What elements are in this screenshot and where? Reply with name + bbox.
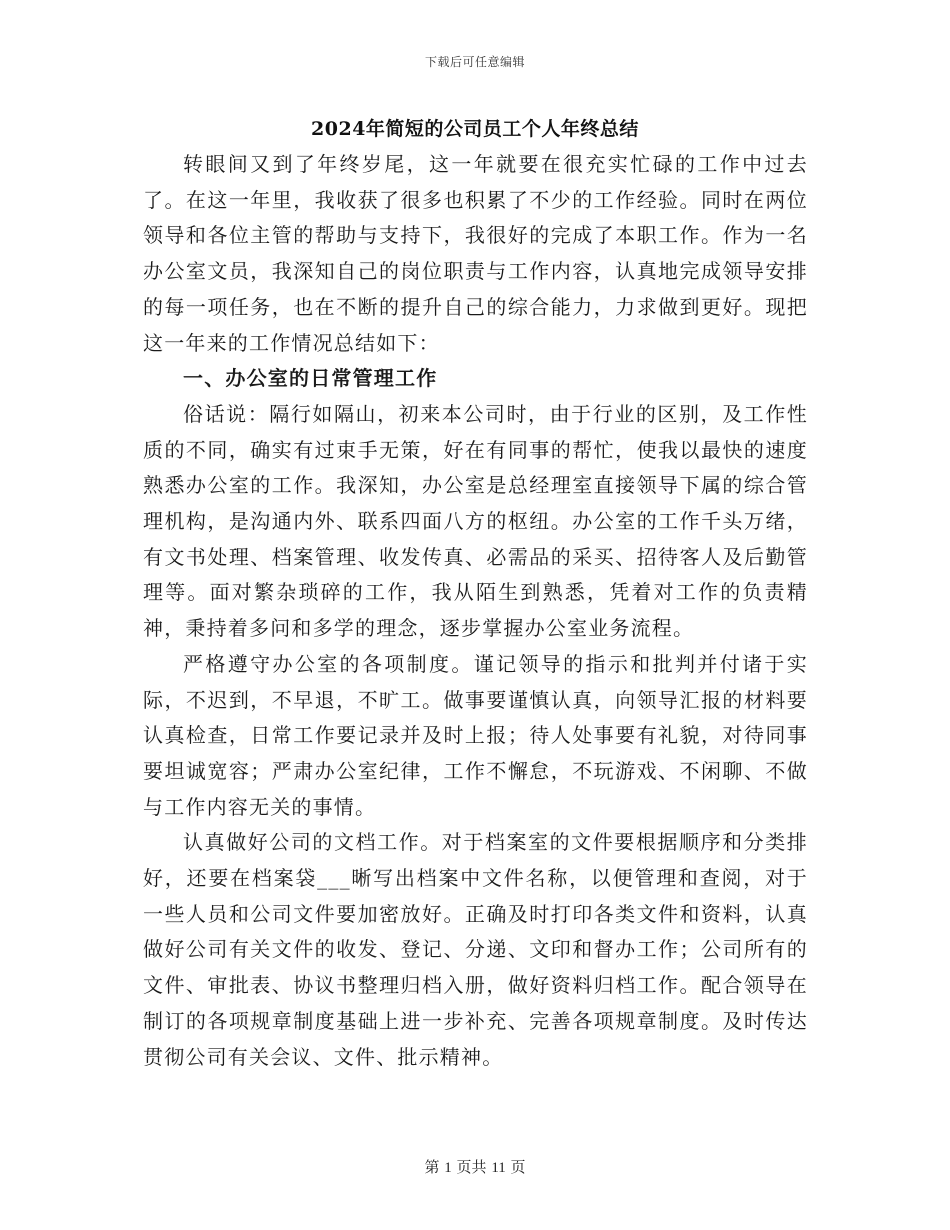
footer-middle: 页共 xyxy=(456,1158,487,1176)
section-paragraph-2: 严格遵守办公室的各项制度。谨记领导的指示和批判并付诸于实际，不迟到，不早退，不旷工。做事要谨慎认真，向领导汇报的材料要认真检查，日常工作要记录并及时上报；待人处事要有礼貌，对待同事要坦诚宽容；严肃办公室纪律，工作不懈怠，不玩游戏、不闲聊、不做与工作内容无关的事情。 xyxy=(143,651,808,819)
footer-prefix: 第 xyxy=(424,1158,440,1176)
page-footer xyxy=(0,1156,950,1177)
section-paragraph-3: 认真做好公司的文档工作。对于档案室的文件要根据顺序和分类排好，还要在档案袋___晰写出档案中文件名称，以便管理和查阅，对于一些人员和公司文件要加密放好。正确及时打印各类文件和资料，认真做好公司有关文件的收发、登记、分递、文印和督办工作；公司所有的文件、审批表、协议书整理归档入册，做好资料归档工作。配合领导在制订的各项规章制度基础上进一步补充、完善各项规章制度。及时传达贯彻公司有关会议、文件、批示精神。 xyxy=(143,830,808,1069)
document-title: 2024年简短的公司员工个人年终总结 xyxy=(311,118,639,140)
footer-suffix: 页 xyxy=(510,1158,526,1176)
intro-paragraph: 转眼间又到了年终岁尾，这一年就要在很充实忙碌的工作中过去了。在这一年里，我收获了很多也积累了不少的工作经验。同时在两位领导和各位主管的帮助与支持下，我很好的完成了本职工作。作为一名办公室文员，我深知自己的岗位职责与工作内容，认真地完成领导安排的每一项任务，也在不断的提升自己的综合能力，力求做到更好。现把这一年来的工作情况总结如下： xyxy=(143,152,808,355)
section-paragraph-1: 俗话说：隔行如隔山，初来本公司时，由于行业的区别，及工作性质的不同，确实有过束手无策，好在有同事的帮忙，使我以最快的速度熟悉办公室的工作。我深知，办公室是总经理室直接领导下属的综合管理机构，是沟通内外、联系四面八方的枢纽。办公室的工作千头万绪，有文书处理、档案管理、收发传真、必需品的采买、招待客人及后勤管理等。面对繁杂琐碎的工作，我从陌生到熟悉，凭着对工作的负责精神，秉持着多问和多学的理念，逐步掌握办公室业务流程。 xyxy=(143,401,808,641)
header-note: 下载后可任意编辑 xyxy=(424,55,525,69)
footer-total-pages: 11 xyxy=(491,1160,506,1176)
section-heading: 一、办公室的日常管理工作 xyxy=(183,366,438,391)
footer-page-number: 1 xyxy=(444,1160,452,1176)
document-body xyxy=(143,147,808,1075)
